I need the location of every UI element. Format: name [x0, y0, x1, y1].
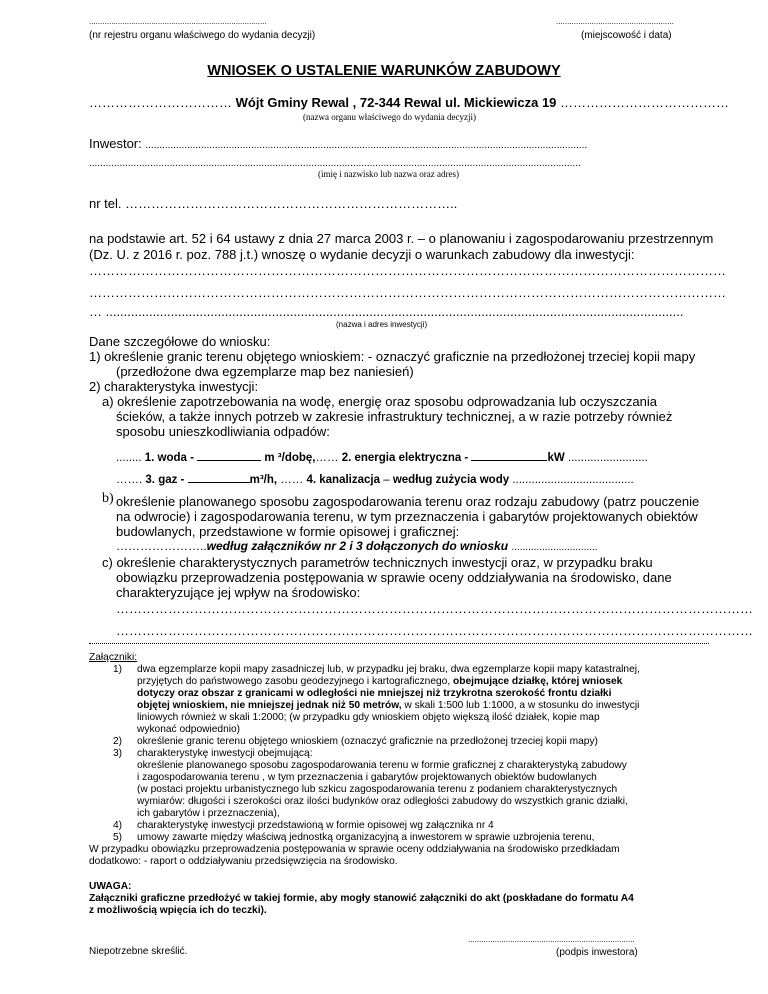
details-b-value-line	[116, 539, 598, 553]
details-c-2: obowiązku przeprowadzenia postępowania w sprawie oceny oddziaływania na środowisko, dane	[116, 570, 672, 585]
details-a-3: sposobu unieszkodliwiania odpadów:	[116, 424, 330, 439]
attachment-4-number: 4)	[113, 820, 123, 831]
attachment-2-number: 2)	[113, 736, 123, 747]
attachment-3-line-1: charakterystykę inwestycji obejmującą:	[137, 748, 313, 759]
attachment-1-line-3: dotyczy oraz obszar z granicami w odległości nie mniejszej niż trzykrotna szerokość frontu działki	[137, 688, 612, 699]
attachment-3-number: 3)	[113, 748, 123, 759]
registry-number-label: (nr rejestru organu właściwego do wydania decyzji)	[89, 30, 316, 41]
authority-dots-left: ……………………………	[89, 95, 232, 110]
phone-dots[interactable]: …………………………………………………………………..	[125, 196, 458, 211]
note-heading: UWAGA:	[89, 881, 132, 892]
note-line-2: z możliwością wpięcia ich do teczki).	[89, 905, 267, 916]
sewage-label: 4. kanalizacja	[306, 474, 381, 486]
details-b-3: budowlanych, przedstawione w formie opisowej i graficznej:	[116, 524, 460, 539]
gas-label: 3. gaz -	[145, 474, 185, 486]
registry-number-dots[interactable]: ................................................................................	[89, 17, 267, 26]
attachment-1-number: 1)	[113, 664, 123, 675]
place-date-dots[interactable]: .....................................................	[556, 17, 674, 26]
investment-caption: (nazwa i adres inwestycji)	[336, 320, 428, 329]
phone-label: nr tel.	[89, 196, 122, 211]
authority-dots-right: …………………………………	[560, 95, 730, 110]
page-title: WNIOSEK O USTALENIE WARUNKÓW ZABUDOWY	[207, 63, 561, 79]
investment-dots-3[interactable]: … ................................................................................................................................................................	[89, 304, 684, 319]
details-b-marker: b)	[102, 491, 114, 506]
details-item-1a: 1) określenie granic terenu objętego wnioskiem: - oznaczyć graficznie na przedłożonej trzeciej kopii mapy	[89, 349, 696, 364]
attachment-1-line-4	[137, 700, 639, 712]
attachment-1-line-1: dwa egzemplarze kopii mapy zasadniczej lub, w przypadku jej braku, dwa egzemplarze kopii mapy katastralnej,	[137, 664, 640, 675]
attachment-1-line-4a: objętej wnioskiem, nie mniejszej jednak niż 50 metrów,	[137, 700, 402, 711]
signature-dots[interactable]: ...........................................................................	[468, 935, 635, 944]
authority-caption: (nazwa organu właściwego do wydania decyzji)	[303, 112, 477, 122]
attachment-3-line-3: i zagospodarowania terenu , w tym przeznaczenia i gabarytów projektowanych obiektów budowlanych	[137, 772, 597, 783]
details-c-3: charakteryzujące jej wpływ na środowisko:	[116, 585, 361, 600]
media-row-1-prefix: ........	[116, 452, 142, 464]
attachment-1-line-2a: przyjętych do państwowego zasobu geodezyjnego i kartograficznego,	[137, 676, 451, 687]
legal-basis-line-1: na podstawie art. 52 i 64 ustawy z dnia 27 marca 2003 r. – o planowaniu i zagospodarowaniu przestrzennym	[89, 231, 714, 246]
environment-note-2: dodatkowo: - raport o oddziaływaniu przedsięwzięcia na środowisko.	[89, 856, 398, 867]
details-c-1: c) określenie charakterystycznych parametrów technicznych inwestycji oraz, w przypadku braku	[102, 555, 653, 570]
media-dots-mid: ……	[315, 452, 339, 464]
attachment-5-number: 5)	[113, 832, 123, 843]
details-b-2: na odwrocie) i zagospodarowania terenu, w tym przeznaczenia i gabarytów projektowanych obiektów	[116, 509, 698, 524]
details-b-value: według załączników nr 2 i 3 dołączonych do wniosku	[206, 539, 509, 553]
sewage-dash: –	[383, 474, 390, 486]
details-b-dots: …………………..	[116, 539, 207, 553]
details-c-dots-1[interactable]: …………………………………………………………………………………………………………………………………	[116, 601, 753, 616]
details-item-2: 2) charakterystyka inwestycji:	[89, 379, 259, 394]
signature-label: (podpis inwestora)	[556, 947, 638, 958]
attachment-4: charakterystykę inwestycji przedstawioną w formie opisowej wg załącznika nr 4	[137, 820, 494, 831]
attachment-1-line-2b: obejmujące działkę, której wniosek	[453, 676, 623, 687]
energy-input[interactable]	[471, 449, 547, 461]
note-line-1: Załączniki graficzne przedłożyć w takiej formie, aby mogły stanowić załączniki do akt (poskładane do formatu A4	[89, 893, 634, 904]
investor-line	[89, 136, 587, 151]
attachment-2: określenie granic terenu objętego wnioskiem (oznaczyć graficznie na przedłożonej trzeciej kopii mapy)	[137, 736, 598, 747]
details-c-dots-2[interactable]: …………………………………………………………………………………………………………………………………	[116, 623, 753, 638]
attachment-1-line-2	[137, 676, 622, 688]
authority-name: Wójt Gminy Rewal , 72-344 Rewal ul. Mickiewicza 19	[235, 95, 557, 110]
authority-line	[89, 95, 729, 110]
details-a-2: ścieków, a także innych potrzeb w zakresie infrastruktury technicznej, a w razie potrzeby również	[116, 409, 673, 424]
attachment-1-line-6: wykonać odpowiednio)	[137, 724, 241, 735]
gas-unit: m³/h,	[249, 474, 278, 486]
attachment-3-line-6: ich gabarytów i przeznaczenia),	[137, 808, 280, 819]
energy-unit: kW	[547, 452, 565, 464]
details-heading: Dane szczegółowe do wniosku:	[89, 334, 271, 349]
details-b-dots-2: ...............................	[511, 542, 598, 553]
investment-dots-1[interactable]: …………………………………………………………………………………………………………………………………	[89, 263, 726, 278]
attachment-3-line-2: określenie planowanego sposobu zagospodarowania terenu w formie graficznej z charakterystyką zabudowy	[137, 760, 627, 771]
phone-line	[89, 196, 457, 211]
attachment-3-line-4: (w postaci projektu urbanistycznego lub szkicu zagospodarowania terenu z podaniem charakterystycznych	[137, 784, 618, 795]
investor-dots-1[interactable]: ...............................................................................................................................................................	[145, 140, 588, 151]
media-dots-mid-2: ……	[280, 474, 304, 486]
media-row-1	[116, 449, 648, 464]
water-input[interactable]	[197, 449, 261, 461]
media-row-2-prefix: …….	[116, 474, 143, 486]
details-a-1: a) określenie zapotrzebowania na wodę, energię oraz sposobu odprowadzania lub oczyszczania	[102, 394, 658, 409]
attachment-3-line-5: wymiarów: długości i szerokości oraz ilości budynków oraz odległości zabudowy do wszystkich granic działki,	[137, 796, 628, 807]
media-row-1-suffix: .........................	[567, 452, 648, 464]
strike-note: Niepotrzebne skreślić.	[89, 946, 188, 957]
environment-note-1: W przypadku obowiązku przeprowadzenia postępowania w sprawie oceny oddziaływania na środowisko przedkładam	[89, 844, 620, 855]
divider	[89, 643, 709, 644]
investment-dots-2[interactable]: …………………………………………………………………………………………………………………………………	[89, 285, 726, 300]
details-b-1: określenie planowanego sposobu zagospodarowania terenu oraz rodzaju zabudowy (patrz pouczenie	[116, 494, 700, 509]
attachments-heading: Załączniki:	[89, 652, 138, 663]
attachment-1-line-4b: w skali 1:500 lub 1:1000, a w stosunku do inwestycji	[404, 700, 640, 711]
legal-basis-line-2: (Dz. U. z 2016 r. poz. 788 j.t.) wnoszę o wydanie decyzji o warunkach zabudowy dla inwestycji:	[89, 247, 635, 262]
attachment-1-line-5: liniowych również w skali 1:2000; (w przypadku gdy wnioskiem objęto większą ilość działek, kopie map	[137, 712, 600, 723]
water-unit: m ³/dobę,	[264, 452, 316, 464]
gas-input[interactable]	[188, 471, 250, 483]
media-row-2	[116, 471, 634, 486]
attachment-5: umowy zawarte między właściwą jednostką organizacyjną a inwestorem w sprawie uzbrojenia terenu,	[137, 832, 595, 843]
details-item-1b: (przedłożone dwa egzemplarze map bez naniesień)	[116, 364, 414, 379]
energy-label: 2. energia elektryczna -	[341, 452, 469, 464]
investor-caption: (imię i nazwisko lub nazwa oraz adres)	[318, 169, 459, 179]
investor-dots-2[interactable]: .................................................................................................................................................................................	[89, 158, 581, 169]
media-row-2-suffix: ......................................	[512, 474, 634, 486]
investor-label: Inwestor:	[89, 136, 142, 151]
water-label: 1. woda -	[144, 452, 194, 464]
sewage-value: według zużycia wody	[392, 474, 510, 486]
place-date-label: (miejscowość i data)	[581, 30, 672, 41]
